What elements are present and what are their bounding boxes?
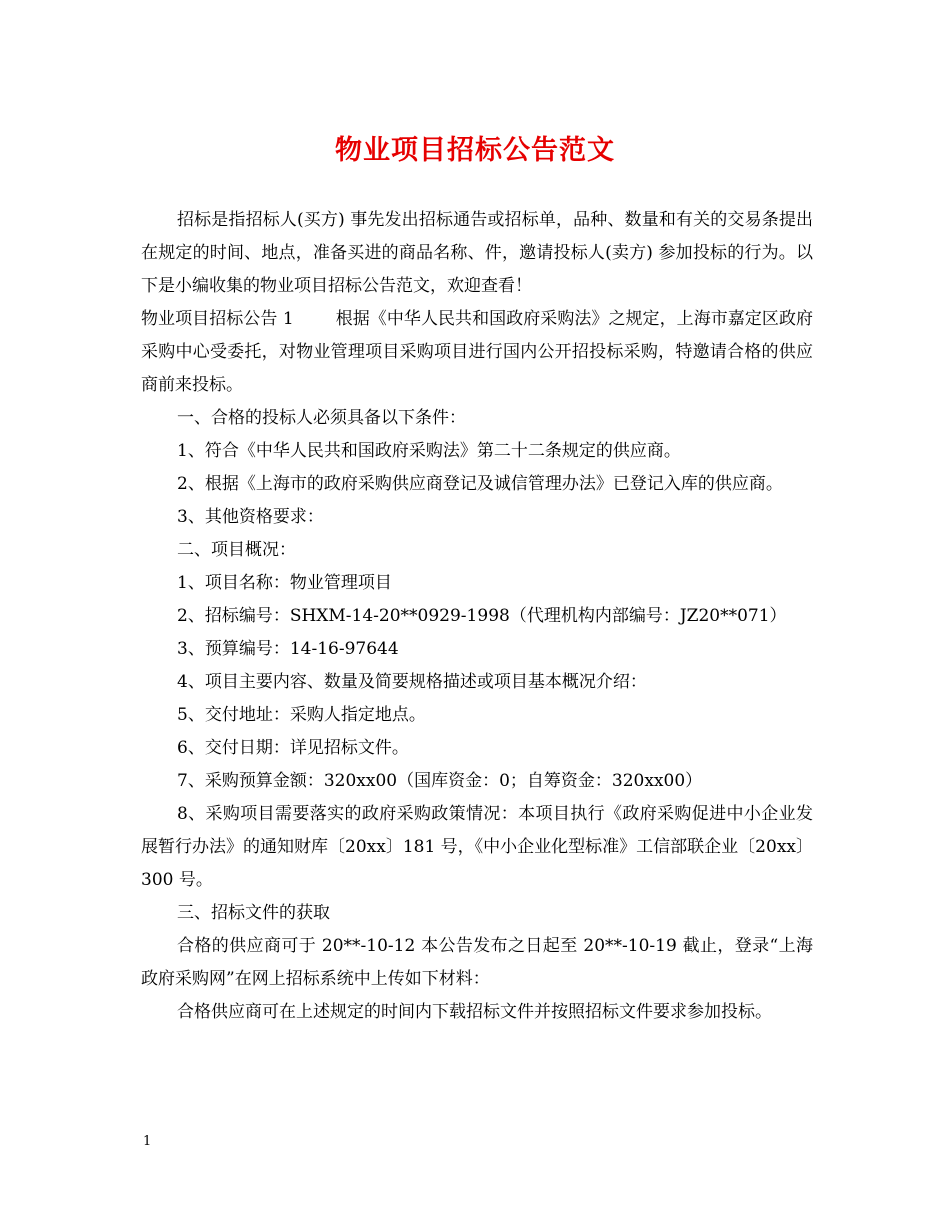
notice-label: 物业项目招标公告 1 — [141, 309, 294, 329]
notice-paragraph — [141, 303, 813, 402]
section-3-paragraph-2: 合格供应商可在上述规定的时间内下载招标文件并按照招标文件要求参加投标。 — [177, 1002, 772, 1022]
section-2-item-3: 3、预算编号：14-16-97644 — [177, 639, 399, 659]
document-title: 物业项目招标公告范文 — [335, 135, 615, 166]
intro-paragraph: 招标是指招标人(买方) 事先发出招标通告或招标单，品种、数量和有关的交易条提出在规定的时间、地点，准备买进的商品名称、件，邀请投标人(卖方) 参加投标的行为。以下是小编收集的物业项目招标公告范文，欢迎查看！ — [141, 210, 813, 296]
section-3-paragraph-1: 合格的供应商可于 20**-10-12 本公告发布之日起至 20**-10-19 截止，登录“上海政府采购网”在网上招标系统中上传如下材料： — [141, 936, 813, 989]
page-number: 1 — [143, 1134, 152, 1149]
section-2-item-8: 8、采购项目需要落实的政府采购政策情况：本项目执行《政府采购促进中小企业发展暂行办法》的通知财库〔20xx〕181 号，《中小企业化型标准》工信部联企业〔20xx〕300 号。 — [141, 804, 813, 890]
section-2-item-1: 1、项目名称：物业管理项目 — [177, 573, 392, 593]
section-2-item-6: 6、交付日期：详见招标文件。 — [177, 738, 409, 758]
section-1-item-3: 3、其他资格要求： — [177, 507, 324, 527]
section-2-heading: 二、项目概况： — [177, 540, 296, 560]
section-2-item-4: 4、项目主要内容、数量及简要规格描述或项目基本概况介绍： — [177, 672, 647, 692]
section-2-item-5: 5、交付地址：采购人指定地点。 — [177, 705, 426, 725]
document-body — [141, 204, 813, 1029]
section-3-heading: 三、招标文件的获取 — [177, 903, 330, 923]
section-2-item-7: 7、采购预算金额：320xx00（国库资金：0；自筹资金：320xx00） — [177, 771, 703, 791]
section-1-item-1: 1、符合《中华人民共和国政府采购法》第二十二条规定的供应商。 — [177, 441, 681, 461]
notice-text: 根据《中华人民共和国政府采购法》之规定，上海市嘉定区政府采购中心受委托，对物业管理项目采购项目进行国内公开招投标采购，特邀请合格的供应商前来投标。 — [141, 309, 813, 395]
section-2-item-2: 2、招标编号：SHXM-14-20**0929-1998（代理机构内部编号：JZ20**071） — [177, 606, 787, 626]
section-1-heading: 一、合格的投标人必须具备以下条件： — [177, 408, 466, 428]
section-1-item-2: 2、根据《上海市的政府采购供应商登记及诚信管理办法》已登记入库的供应商。 — [177, 474, 783, 494]
